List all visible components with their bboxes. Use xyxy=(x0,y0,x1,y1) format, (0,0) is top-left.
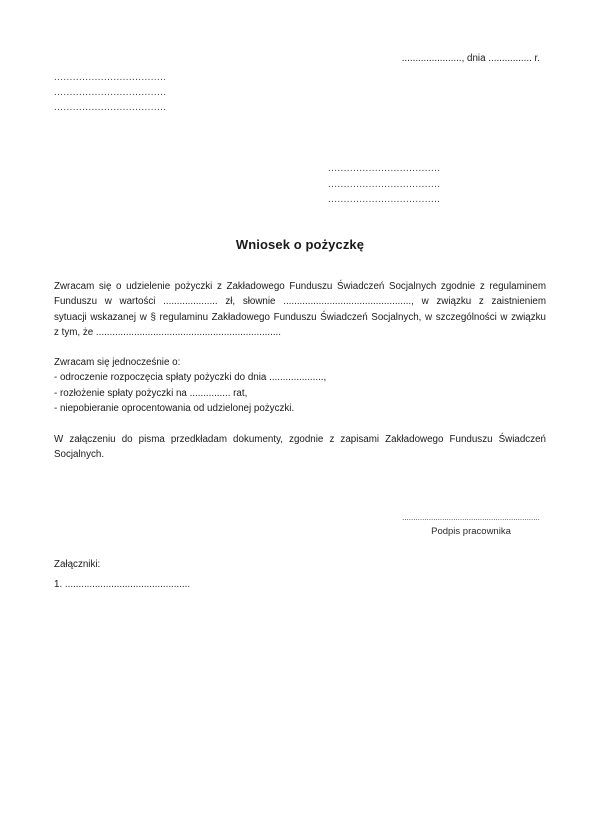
signature-block xyxy=(400,513,542,537)
intro-line-3: sytuacji wskazanej w § regulaminu Zakładowego Funduszu Świadczeń Socjalnych, w szczególności w związku xyxy=(54,311,546,323)
intro-paragraph xyxy=(54,279,546,341)
request-paragraph xyxy=(54,355,546,417)
request-item-2: - rozłożenie spłaty pożyczki na ............... rat, xyxy=(54,387,248,399)
page-title: Wniosek o pożyczkę xyxy=(235,237,365,252)
intro-line-4: z tym, że .................................................................... xyxy=(54,327,282,339)
recipient-line: .................................... xyxy=(328,178,441,190)
closing-line-1: W załączeniu do pisma przedkładam dokumenty, zgodnie z zapisami Zakładowego Funduszu Świadczeń xyxy=(54,434,546,445)
request-item-1: - odroczenie rozpoczęcia spłaty pożyczki do dnia ...................., xyxy=(54,372,327,384)
recipient-line: .................................... xyxy=(328,163,441,174)
signature-dotted-line: .............................................................. xyxy=(402,513,540,522)
sender-line: .................................... xyxy=(54,72,167,83)
date-line: ......................, dnia ................ r. xyxy=(401,53,540,64)
recipient-line: .................................... xyxy=(328,194,441,205)
closing-line-2: Socjalnych. xyxy=(54,449,105,461)
signature-label: Podpis pracownika xyxy=(431,526,511,537)
sender-block xyxy=(54,70,166,115)
attachment-item-1: 1. .............................................. xyxy=(54,579,191,590)
attachments-label: Załączniki: xyxy=(54,559,101,570)
request-intro: Zwracam się jednocześnie o: xyxy=(54,357,181,368)
closing-paragraph xyxy=(54,432,546,463)
recipient-block xyxy=(328,161,440,208)
sender-line: .................................... xyxy=(54,102,167,113)
sender-line: .................................... xyxy=(54,87,167,98)
intro-line-2: Funduszu w wartości .................... zł, słownie ..............................................., w związku z zaistnieniem xyxy=(54,296,546,308)
request-item-3: - niepobieranie oprocentowania od udzielonej pożyczki. xyxy=(54,403,295,415)
intro-line-1: Zwracam się o udzielenie pożyczki z Zakładowego Funduszu Świadczeń Socjalnych zgodnie z regulaminem xyxy=(54,281,546,292)
